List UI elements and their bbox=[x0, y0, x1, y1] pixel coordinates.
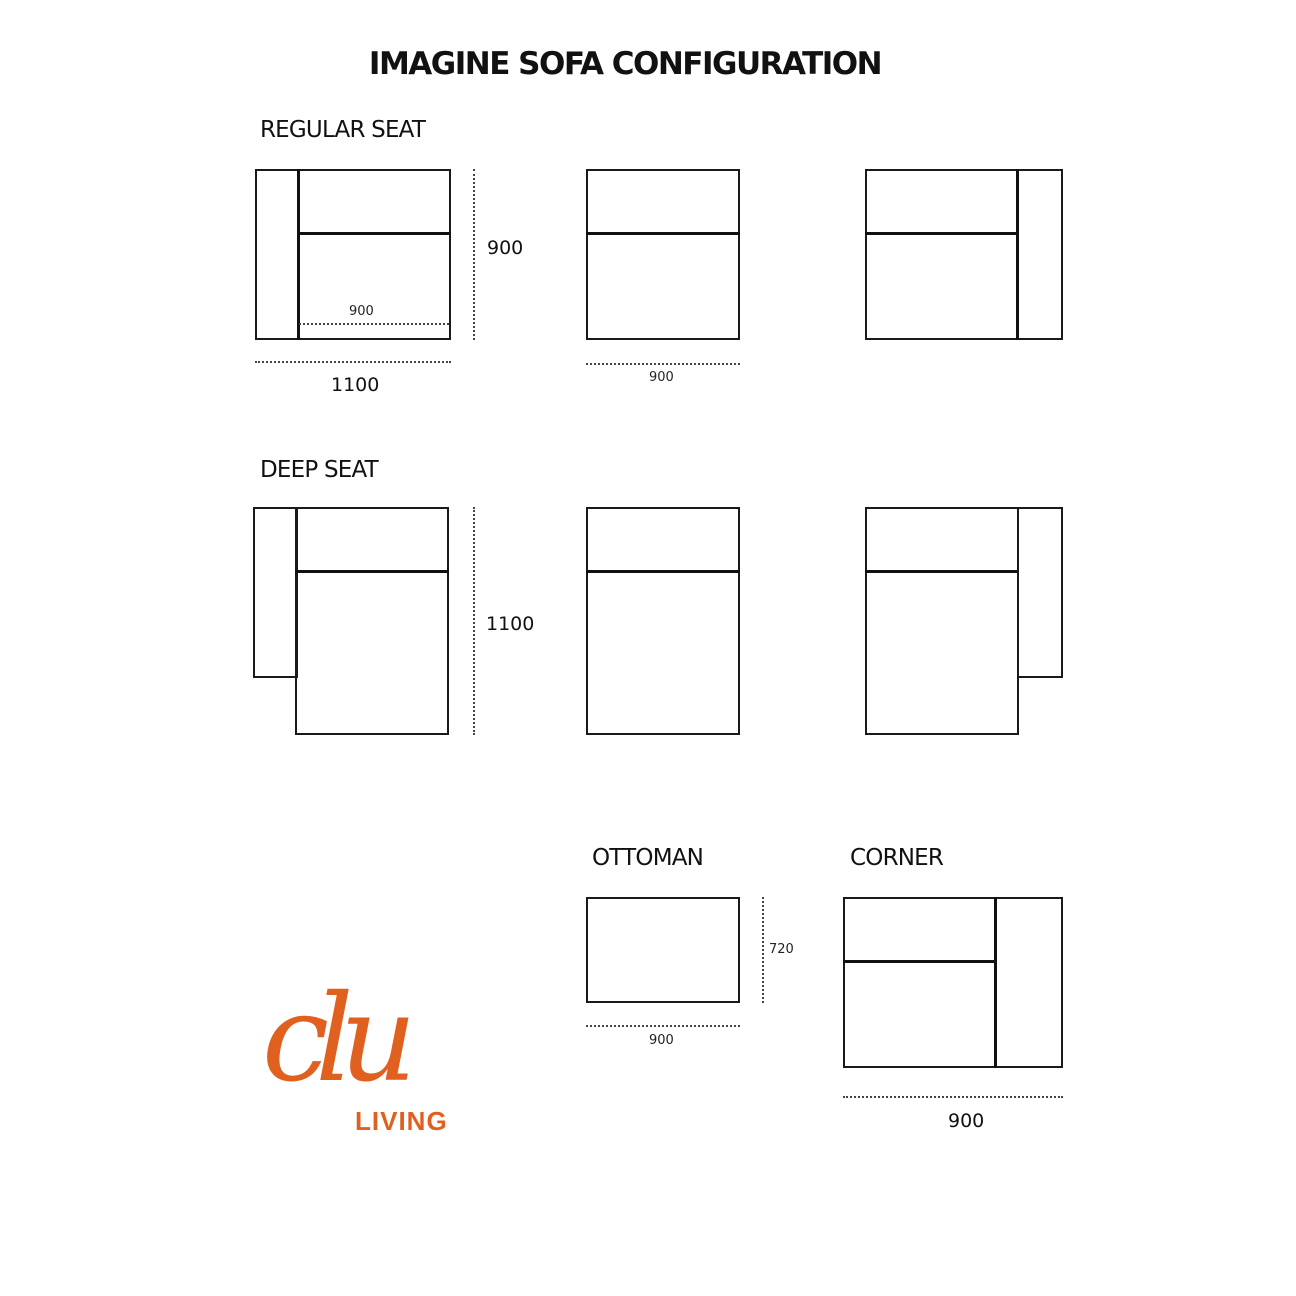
deep-height-dimension-line bbox=[473, 507, 475, 735]
ottoman-module bbox=[586, 897, 740, 1003]
logo-script-text: clu bbox=[262, 970, 403, 1109]
regular-width-dimension-line bbox=[255, 361, 451, 363]
deep-seat-label: DEEP SEAT bbox=[260, 457, 378, 483]
corner-label: CORNER bbox=[850, 845, 944, 871]
regular-width-dimension: 1100 bbox=[331, 374, 380, 396]
module-outline bbox=[586, 169, 740, 340]
module-outline bbox=[843, 897, 1063, 1068]
corner-width-dimension: 900 bbox=[948, 1110, 985, 1132]
backrest-divider bbox=[843, 960, 995, 963]
armrest-outline bbox=[1017, 507, 1063, 678]
corner-width-dimension-line bbox=[843, 1096, 1063, 1098]
ottoman-width-dimension: 900 bbox=[649, 1033, 674, 1048]
backrest-divider bbox=[586, 570, 740, 573]
inner-width-dimension-line bbox=[299, 323, 449, 325]
regular-height-dimension: 900 bbox=[487, 237, 524, 259]
armrest-divider bbox=[297, 169, 300, 340]
module-outline bbox=[586, 507, 740, 735]
armrest-outline bbox=[253, 507, 298, 678]
ottoman-height-dimension-line bbox=[762, 897, 764, 1003]
ottoman-width-dimension-line bbox=[586, 1025, 740, 1027]
armrest-divider bbox=[1016, 169, 1019, 340]
regular-height-dimension-line bbox=[473, 169, 475, 340]
regular-seat-label: REGULAR SEAT bbox=[260, 117, 426, 143]
side-divider bbox=[994, 897, 997, 1068]
inner-width-dimension: 900 bbox=[349, 304, 374, 319]
seat-outline bbox=[865, 507, 1019, 735]
backrest-divider bbox=[865, 570, 1019, 573]
backrest-divider bbox=[586, 232, 740, 235]
page-title: IMAGINE SOFA CONFIGURATION bbox=[368, 46, 882, 82]
seat-outline bbox=[295, 507, 449, 735]
backrest-divider bbox=[297, 232, 451, 235]
backrest-divider bbox=[865, 232, 1017, 235]
backrest-divider bbox=[295, 570, 449, 573]
ottoman-label: OTTOMAN bbox=[592, 845, 704, 871]
logo-wordmark: LIVING bbox=[355, 1106, 448, 1136]
module-outline bbox=[865, 169, 1063, 340]
ottoman-height-dimension: 720 bbox=[769, 942, 794, 957]
deep-height-dimension: 1100 bbox=[486, 613, 535, 635]
middle-width-dimension: 900 bbox=[649, 370, 674, 385]
middle-width-dimension-line bbox=[586, 363, 740, 365]
